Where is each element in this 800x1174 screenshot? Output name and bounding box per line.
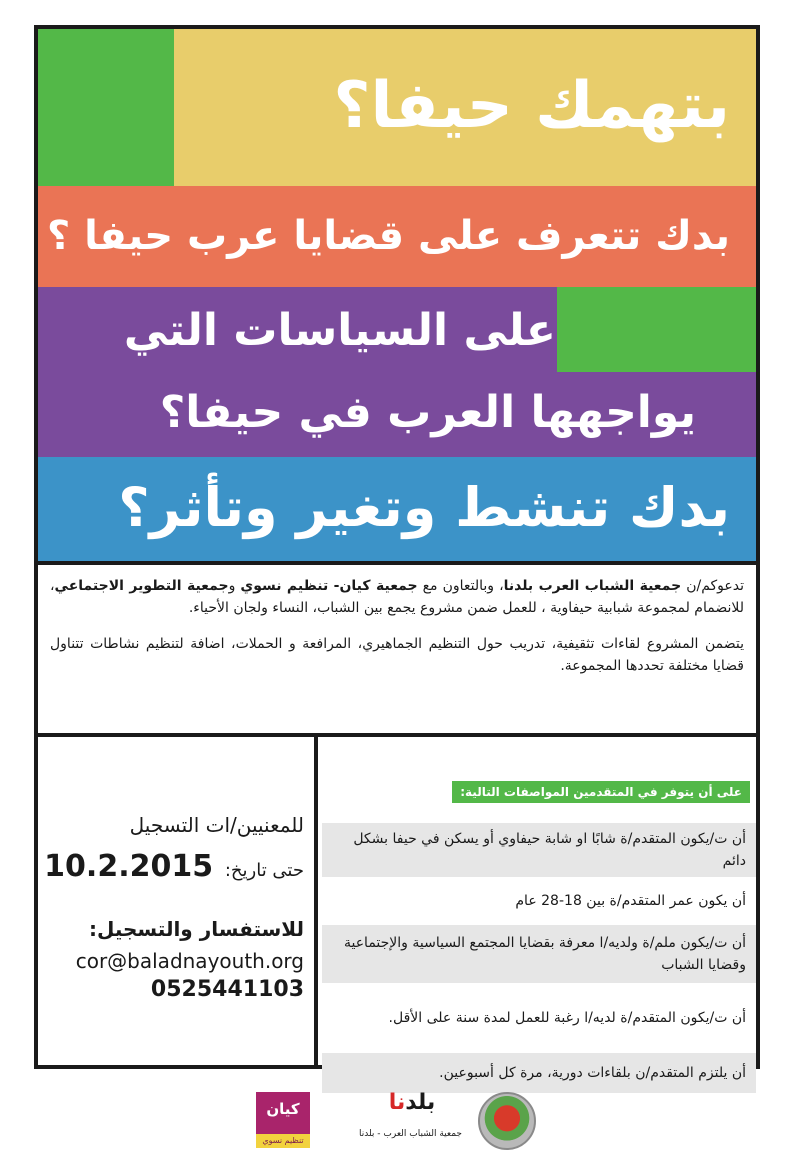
list-item: أن يلتزم المتقدم/ن بلقاءات دورية، مرة كل أسبوعين.: [322, 1053, 756, 1093]
tatwir-seal-icon: [478, 1092, 536, 1150]
deadline-row: [44, 849, 304, 884]
baladna-mark: [362, 1090, 462, 1115]
headline-band-purple: [38, 287, 756, 457]
logo-strip: [0, 1078, 800, 1168]
deadline-label: حتى تاريخ:: [224, 860, 304, 881]
intro-text-b: ، وبالتعاون مع: [417, 578, 504, 594]
headline-band-yellow: [38, 29, 756, 186]
baladna-mark-red: نا: [388, 1090, 406, 1115]
green-accent-block: [38, 29, 174, 186]
kayan-logo-name: كيان: [266, 1100, 300, 1118]
intro-text-d: ، للانضمام لمجموعة شبابية حيفاوية ، للعمل ضمن مشروع يجمع بين الشباب، النساء ولجان الأحياء.: [50, 578, 744, 616]
requirements-heading: على أن يتوفر في المتقدمين المواصفات التالية:: [452, 781, 750, 803]
contact-label: للاستفسار والتسجيل:: [89, 917, 304, 941]
org-tatwir: جمعية التطوير الاجتماعي: [54, 578, 229, 594]
headline-band-blue: [38, 457, 756, 561]
registration-panel: [38, 737, 318, 1065]
intro-text-a: تدعوكم/ن: [681, 578, 745, 594]
contact-phone[interactable]: 0525441103: [150, 977, 304, 1002]
requirements-panel: [322, 737, 756, 1081]
baladna-logo: [358, 1090, 462, 1150]
intro-paragraph-1: [50, 575, 744, 619]
list-item: أن ت/يكون المتقدم/ة لديه/ا رغبة للعمل لمدة سنة على الأقل.: [388, 1010, 746, 1026]
headline-4: بدك تنشط وتغير وتأثر؟: [118, 476, 730, 539]
intro-text-c: و: [228, 578, 241, 594]
kayan-logo: [256, 1092, 310, 1148]
headline-2: بدك تتعرف على قضايا عرب حيفا ؟: [47, 213, 730, 259]
org-kayan: جمعية كيان- تنظيم نسوي: [240, 578, 418, 594]
baladna-caption: جمعية الشباب العرب - بلدنا: [358, 1129, 462, 1139]
headline-1: بتهمك حيفا؟: [333, 69, 730, 143]
org-baladna: جمعية الشباب العرب بلدنا: [503, 578, 682, 594]
kayan-logo-sub: تنظيم نسوي: [256, 1134, 310, 1148]
list-item: أن يكون عمر المتقدم/ة بين 18-28 عام: [515, 893, 746, 909]
intro-paragraph-2: يتضمن المشروع لقاءات تثقيفية، تدريب حول التنظيم الجماهيري، المرافعة و الحملات، اضافة لتنظيم نشاطات تتناول قضايا مختلفة تحددها المجموعة.: [50, 636, 744, 674]
purple-block-corner: [686, 372, 756, 457]
headline-3a: على السياسات التي: [123, 305, 556, 356]
registration-label: للمعنيين/ات التسجيل: [129, 813, 304, 837]
deadline-date: 10.2.2015: [44, 849, 214, 884]
intro-text: [38, 561, 756, 737]
poster: [34, 25, 760, 1081]
headline-band-orange: [38, 186, 756, 287]
list-item: أن ت/يكون ملم/ة ولديه/ا معرفة بقضايا المجتمع السياسية والإجتماعية وقضايا الشباب: [322, 925, 756, 983]
baladna-mark-black: بلد: [405, 1090, 436, 1115]
requirements-list: [322, 823, 756, 1093]
list-item: أن ت/يكون المتقدم/ة شابًا او شابة حيفاوي أو يسكن في حيفا بشكل دائم: [322, 823, 756, 877]
headline-3b: يواجهها العرب في حيفا؟: [159, 387, 696, 438]
contact-email[interactable]: cor@baladnayouth.org: [75, 949, 304, 973]
